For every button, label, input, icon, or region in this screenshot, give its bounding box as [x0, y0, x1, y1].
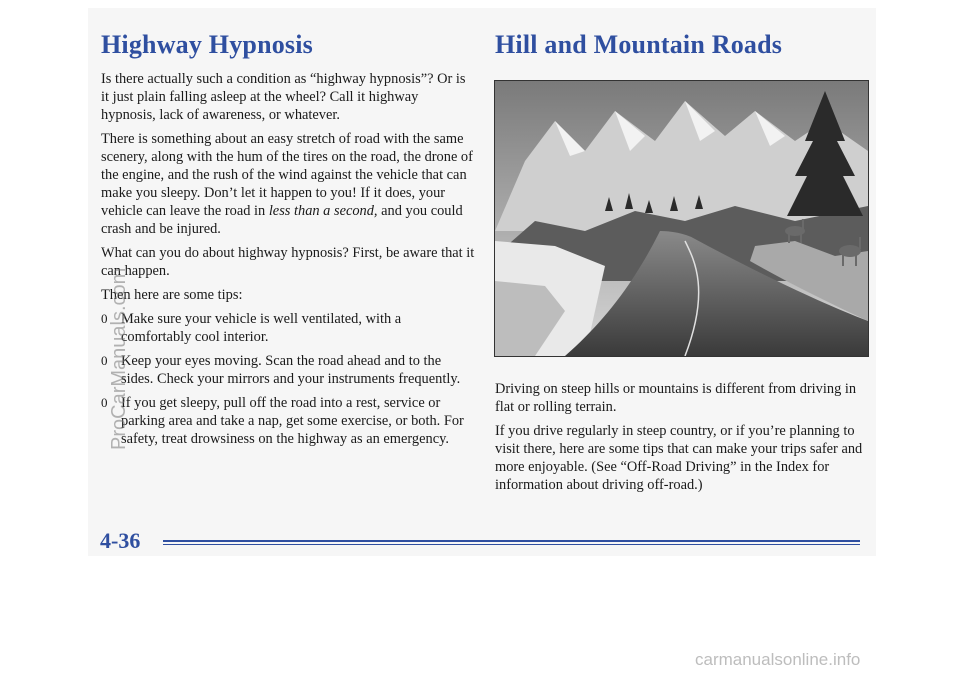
bullet-icon: 0: [101, 311, 108, 326]
paragraph-steep-hills: Driving on steep hills or mountains is different from driving in flat or rolling terrain.: [495, 381, 857, 415]
section-title-hill-mountain: Hill and Mountain Roads: [495, 30, 783, 59]
footer-rule-thin: [163, 544, 860, 545]
page-number: 4-36: [100, 528, 141, 553]
mountain-road-drawing: [495, 81, 868, 356]
list-item: 0 Make sure your vehicle is well ventilated, with a comfortably cool interior.: [101, 311, 402, 345]
page-footer: [100, 528, 860, 552]
paragraph-intro: Is there actually such a condition as “highway hypnosis”? Or is it just plain falling asleep at the wheel? Call it highway hypnosis, lack of awareness, or whatever.: [101, 71, 466, 123]
hill-mountain-text: [495, 380, 869, 500]
bullet-icon: 0: [101, 353, 108, 368]
paragraph-scenery: There is something about an easy stretch of road with the same scenery, along with the hum of the tires on the road, the drone of the engine, and the rush of the wind against the vehicle that can make you sleepy. Don’t let it happen to you! If it does, your vehicle can leave the road in less than a second, and you could crash and be injured.: [101, 131, 473, 237]
side-watermark: ProCarManuals.com: [108, 267, 130, 450]
hill-mountain-section: [495, 30, 869, 70]
footer-rule: [163, 540, 860, 542]
bullet-icon: 0: [101, 395, 108, 410]
mountain-road-illustration: [494, 80, 869, 357]
tips-list: [101, 310, 475, 448]
paragraph-tips-steep-country: If you drive regularly in steep country, or if you’re planning to visit there, here are some tips that can make your trips safer and more enjoyable. (See “Off-Road Driving” in the Index for information about driving off-road.): [495, 423, 863, 493]
section-title-highway-hypnosis: Highway Hypnosis: [101, 30, 313, 59]
list-item: 0 Keep your eyes moving. Scan the road ahead and to the sides. Check your mirrors and your instruments frequently.: [101, 353, 461, 387]
paragraph-what-to-do: What can you do about highway hypnosis? First, be aware that it can happen.: [101, 245, 475, 279]
paragraph-tips-intro: Then here are some tips:: [101, 287, 243, 303]
list-item: 0 If you get sleepy, pull off the road into a rest, service or parking area and take a nap, get some exercise, or both. For safety, treat drowsiness on the highway as an emergency.: [101, 395, 464, 447]
bottom-watermark: carmanualsonline.info: [695, 650, 861, 669]
highway-hypnosis-section: [101, 30, 475, 454]
